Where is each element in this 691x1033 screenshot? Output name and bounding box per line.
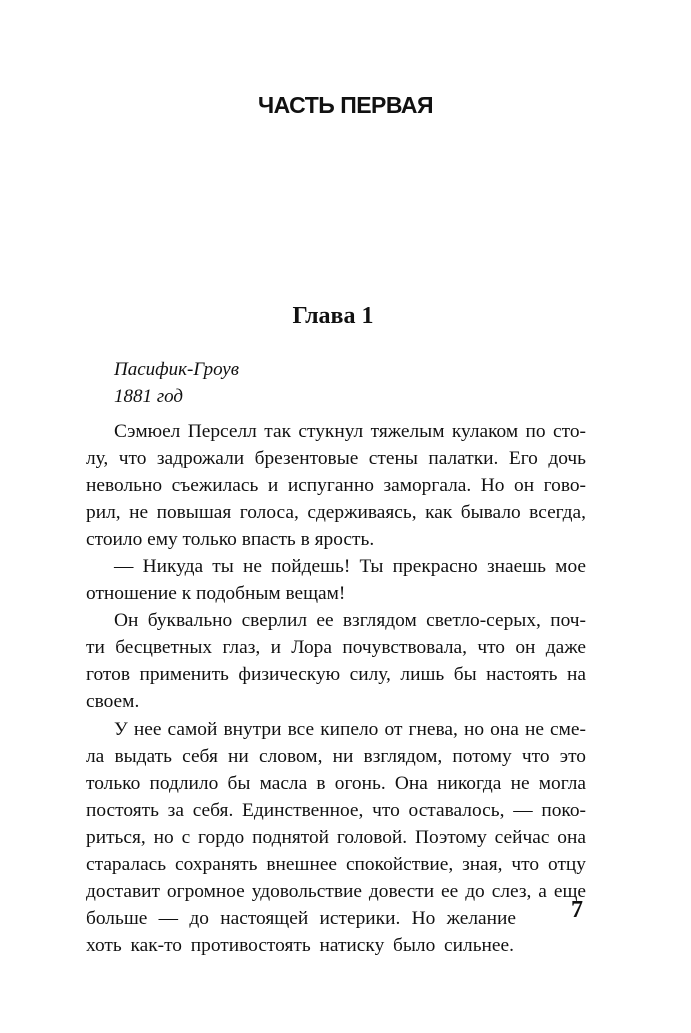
text-line: риться, но с гордо поднятой головой. Поэтому сейчас она — [86, 826, 586, 848]
text-line: постоять за себя. Единственное, что оставалось, — поко- — [86, 799, 586, 821]
text-line: Сэмюел Перселл так стукнул тяжелым кулаком по сто- — [114, 421, 586, 442]
text-line: рил, не повышая голоса, сдерживаясь, как бывало всегда, — [86, 502, 586, 524]
epigraph — [114, 356, 239, 410]
text-line: Он буквально сверлил ее взглядом светло-серых, поч- — [114, 610, 586, 632]
chapter-title: Глава 1 — [292, 303, 374, 329]
text-line: стоило ему только впасть в ярость. — [86, 529, 375, 551]
epigraph-year: 1881 год — [114, 386, 184, 407]
text-line: больше — до настоящей истерики. Но желание — [86, 907, 516, 929]
text-line: У нее самой внутри все кипело от гнева, но она не сме- — [114, 718, 586, 740]
text-line: доставит огромное удовольствие довести ее до слез, а еще — [86, 880, 586, 902]
text-line: — Никуда ты не пойдешь! Ты прекрасно знаешь мое — [114, 556, 586, 578]
text-line: ла выдать себя ни словом, ни взглядом, потому что это — [86, 745, 586, 767]
text-line: хоть как-то противостоять натиску было сильнее. — [86, 934, 514, 956]
text-line: готов применить физическую силу, лишь бы настоять на — [86, 664, 586, 686]
epigraph-place: Пасифик-Гроув — [114, 359, 239, 380]
text-line: старалась сохранять внешнее спокойствие, зная, что отцу — [86, 853, 586, 875]
text-line: только подлило бы масла в огонь. Она никогда не могла — [86, 772, 586, 794]
text-line: ти бесцветных глаз, и Лора почувствовала, что он даже — [86, 637, 586, 659]
text-line: отношение к подобным вещам! — [86, 583, 346, 605]
text-line: лу, что задрожали брезентовые стены палатки. Его дочь — [86, 448, 586, 470]
text-line: своем. — [86, 691, 140, 713]
part-title: ЧАСТЬ ПЕРВАЯ — [257, 92, 434, 118]
page-number: 7 — [571, 897, 583, 923]
text-line: невольно съежилась и испуганно заморгала. Но он гово- — [86, 475, 586, 497]
chapter-text — [86, 418, 586, 959]
